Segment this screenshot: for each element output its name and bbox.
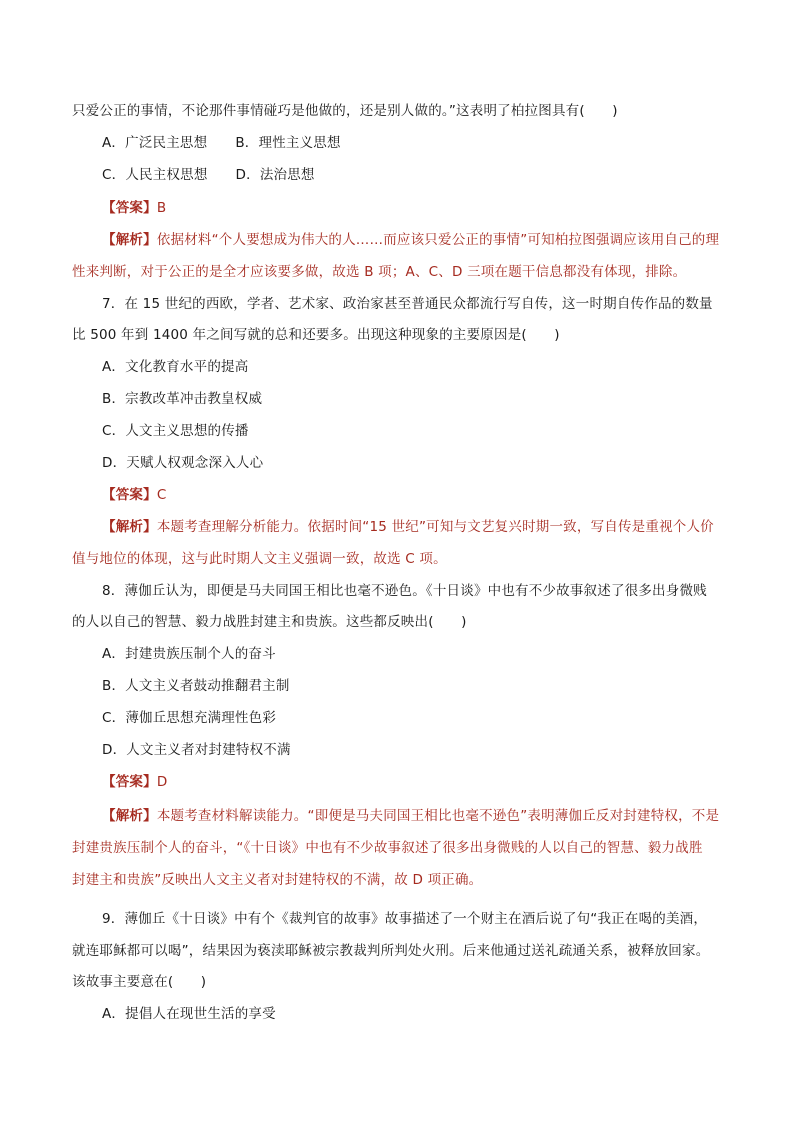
q7-option-a: A．文化教育水平的提高	[102, 359, 249, 375]
q8-answer	[102, 772, 167, 792]
q7-stem-line-1: 7．在 15 世纪的西欧，学者、艺术家、政治家甚至普通民众都流行写自传，这一时期自传作品的数量	[102, 296, 713, 312]
q7-analysis-tag: 【解析】	[102, 519, 157, 535]
q6-answer	[102, 198, 166, 218]
q7-stem-line-2: 比 500 年到 1400 年之间写就的总和还要多。出现这种现象的主要原因是( )	[72, 327, 560, 343]
q6-answer-value: B	[156, 200, 167, 216]
q8-analysis-tag: 【解析】	[102, 808, 157, 824]
q7-option-c: C．人文主义思想的传播	[102, 423, 249, 439]
q7-answer-tag: 【答案】	[102, 487, 157, 503]
q6-options-row-1	[102, 133, 341, 153]
q8-stem-line-2: 的人以自己的智慧、毅力战胜封建主和贵族。这些都反映出( )	[72, 614, 467, 630]
q9-stem-line-2: 就连耶稣都可以喝”，结果因为亵渎耶稣被宗教裁判所判处火刑。后来他通过送礼疏通关系，被释放回家。	[72, 943, 710, 959]
q7-analysis-line-1: 【解析】本题考查理解分析能力。依据时间“15 世纪”可知与文艺复兴时期一致，写自传是重视个人价	[102, 519, 714, 535]
q8-option-a: A．封建贵族压制个人的奋斗	[102, 646, 276, 662]
q6-option-a: A．广泛民主思想	[102, 135, 208, 151]
q6-option-b: B．理性主义思想	[235, 135, 341, 151]
q7-option-d: D．天赋人权观念深入人心	[102, 455, 264, 471]
q7-analysis-line-2: 值与地位的体现，这与此时期人文主义强调一致，故选 C 项。	[72, 551, 447, 567]
q6-option-c: C．人民主权思想	[102, 167, 208, 183]
q8-analysis-line-3: 封建主和贵族”反映出人文主义者对封建特权的不满，故 D 项正确。	[72, 872, 483, 888]
q8-option-b: B．人文主义者鼓动推翻君主制	[102, 678, 290, 694]
q6-analysis-line-1: 【解析】依据材料“个人要想成为伟大的人……而应该只爱公正的事情”可知柏拉图强调应该用自己的理	[102, 232, 720, 248]
q7-option-b: B．宗教改革冲击教皇权威	[102, 391, 263, 407]
q8-answer-value: D	[156, 774, 168, 790]
q6-option-d: D．法治思想	[235, 167, 315, 183]
q9-stem-line-3: 该故事主要意在( )	[72, 974, 207, 990]
q6-answer-tag: 【答案】	[102, 200, 157, 216]
q9-stem-line-1: 9．薄伽丘《十日谈》中有个《裁判官的故事》故事描述了一个财主在酒后说了句“我正在喝的美酒，	[102, 911, 708, 927]
q6-analysis-tag: 【解析】	[102, 232, 157, 248]
q6-stem-tail: 只爱公正的事情，不论那件事情碰巧是他做的，还是别人做的。”这表明了柏拉图具有( )	[72, 103, 618, 119]
q7-answer-value: C	[156, 487, 167, 503]
q6-options-row-2	[102, 165, 315, 185]
q8-answer-tag: 【答案】	[102, 774, 157, 790]
q8-analysis-line-2: 封建贵族压制个人的奋斗，“《十日谈》中也有不少故事叙述了很多出身微贱的人以自己的智慧、毅力战胜	[72, 840, 703, 856]
q8-stem-line-1: 8．薄伽丘认为，即便是马夫同国王相比也毫不逊色。《十日谈》中也有不少故事叙述了很多出身微贱	[102, 583, 707, 599]
q6-analysis-line-2: 性来判断，对于公正的是全才应该要多做，故选 B 项；A、C、D 三项在题干信息都没有体现，排除。	[72, 264, 687, 280]
q8-analysis-line-1: 【解析】本题考查材料解读能力。“即便是马夫同国王相比也毫不逊色”表明薄伽丘反对封建特权，不是	[102, 808, 720, 824]
q8-option-c: C．薄伽丘思想充满理性色彩	[102, 710, 277, 726]
q9-option-a: A．提倡人在现世生活的享受	[102, 1006, 276, 1022]
q8-option-d: D．人文主义者对封建特权不满	[102, 742, 291, 758]
q7-answer	[102, 485, 166, 505]
